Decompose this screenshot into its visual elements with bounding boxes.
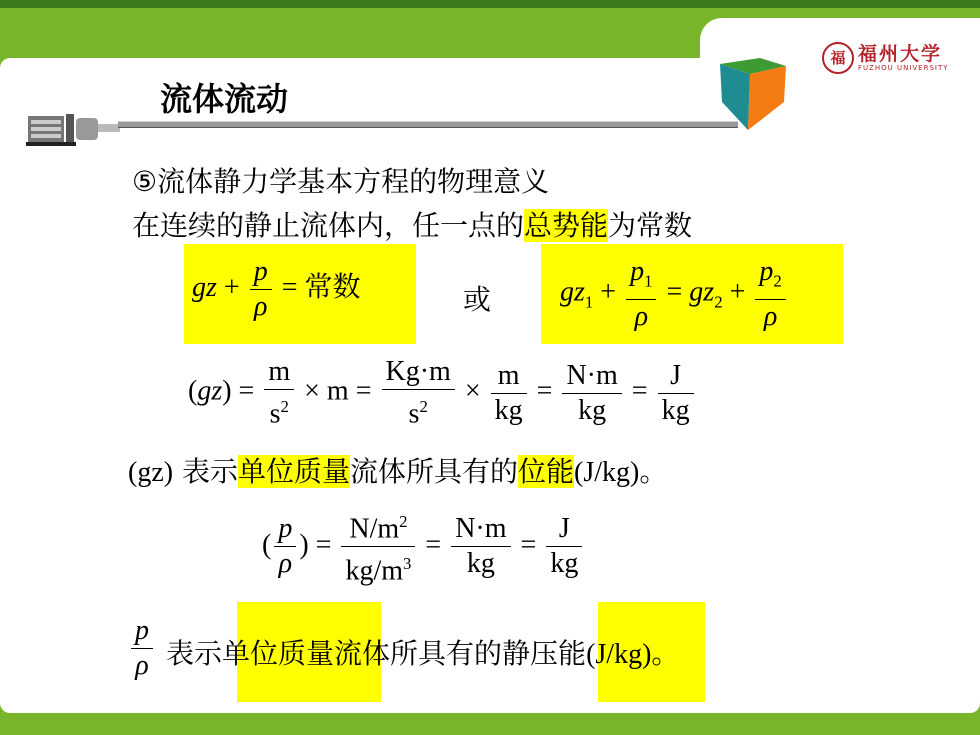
or-label: 或 <box>463 283 492 316</box>
statement-pre: 在连续的静止流体内，任一点的 <box>132 209 525 242</box>
highlight-total-potential: 总势能 <box>524 209 609 242</box>
statement-post: 为常数 <box>608 209 693 242</box>
bottom-bar <box>0 713 980 735</box>
pump-icon <box>26 112 122 148</box>
section-heading: ⑤流体静力学基本方程的物理意义 <box>132 165 550 198</box>
p-mid: 流体所具有的 <box>334 637 503 670</box>
gz-symbol: (gz) <box>128 457 174 488</box>
p-period: 。 <box>651 637 680 670</box>
p-over-rho-symbol: $\frac{p}{\rho}$ <box>128 614 156 683</box>
title-rule <box>118 121 738 128</box>
p-meaning-line <box>166 632 679 672</box>
highlight-potential-energy: 位能 <box>518 455 575 488</box>
logo-name-cn: 福州大学 <box>858 43 943 65</box>
equation-1: gz + $\frac{p}{\rho}$ = 常数 <box>192 256 361 322</box>
p-unit-derivation: ( $\frac{p}{\rho}$ ) = $\frac{N/m^2}{kg/m^3}$ = $\frac{N\cdot m}{kg}$ = $\frac{J}{kg}$ <box>262 505 585 589</box>
top-bar <box>0 0 980 8</box>
gz-unit: (J/kg) <box>574 457 640 488</box>
eq1-constant: 常数 <box>304 269 361 303</box>
logo-seal-icon: 福 <box>822 42 854 74</box>
highlight-unit-mass-2: 单位质量 <box>222 637 335 670</box>
gz-represents: 表示 <box>181 455 238 488</box>
equation-2: $gz_1$ + $\frac{p_1}{\rho}$ = $gz_2$ + $\frac{p_2}{\rho}$ <box>560 255 789 334</box>
gz-unit-derivation: (gz) = $\frac{m}{s^2}$ × m = $\frac{Kg\cdot m}{s^2}$ × $\frac{m}{kg}$ = $\frac{N\cdot m}{kg}$ = $\frac{J}{kg}$ <box>188 355 697 431</box>
cube-icon <box>720 58 786 130</box>
university-logo <box>822 42 957 78</box>
logo-name-en: FUZHOU UNIVERSITY <box>858 64 949 72</box>
gz-mid: 流体所具有的 <box>350 455 519 488</box>
gz-meaning-line <box>128 450 667 490</box>
highlight-static-pressure-energy: 静压能 <box>502 637 587 670</box>
p-unit: (J/kg) <box>586 639 652 670</box>
statement-line <box>132 204 692 244</box>
gz-period: 。 <box>639 455 668 488</box>
slide-title: 流体流动 <box>160 80 289 118</box>
highlight-unit-mass-1: 单位质量 <box>238 455 351 488</box>
p-represents: 表示 <box>166 637 223 670</box>
